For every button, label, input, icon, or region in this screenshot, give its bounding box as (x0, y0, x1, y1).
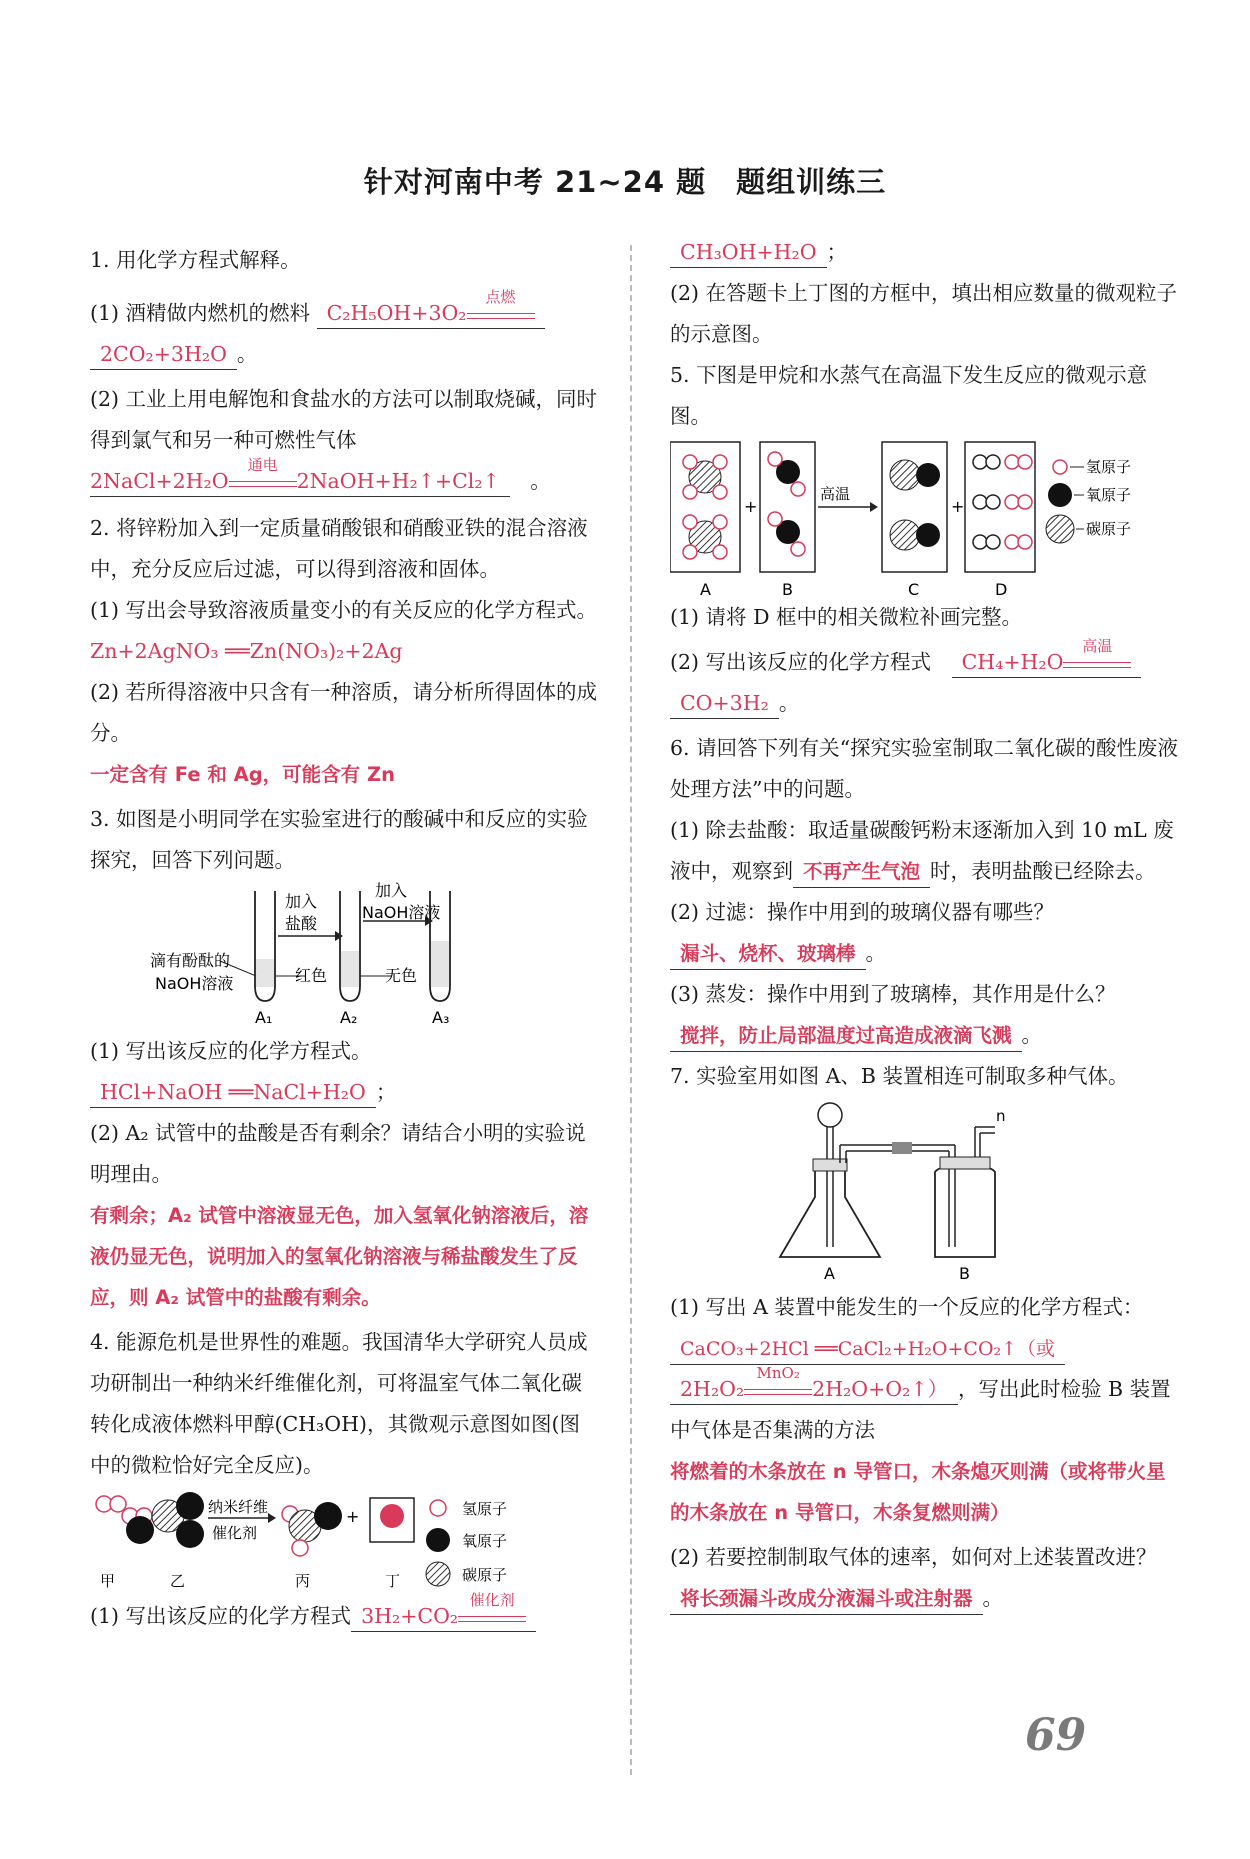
q6-part1-text-b: 时，表明盐酸已经除去。 (930, 859, 1156, 883)
q5-part2-cont: CO+3H₂ 。 (670, 683, 1180, 724)
q7-p1-condition: MnO₂ (756, 1363, 800, 1382)
right-column (670, 232, 1180, 1619)
q6-part2-answer-line: 漏斗、烧杯、玻璃棒 。 (670, 933, 1180, 974)
legend-hydrogen: 氢原子 (462, 1500, 508, 1518)
left-column (90, 240, 600, 1637)
q5-part1: (1) 请将 D 框中的相关微粒补画完整。 (670, 605, 1023, 629)
q4-part2: (2) 在答题卡上丁图的方框中，填出相应数量的微观粒子的示意图。 (670, 281, 1178, 346)
q1-p2-condition: 通电 (247, 455, 278, 474)
q1-part1-answer (317, 287, 545, 329)
red-label: 红色 (295, 966, 328, 985)
label-bing: 丙 (295, 1572, 311, 1590)
q1-part1 (90, 287, 600, 334)
q1-stem: 1. 用化学方程式解释。 (90, 248, 301, 272)
q6-stem: 6. 请回答下列有关“探究实验室制取二氧化碳的酸性废液处理方法”中的问题。 (670, 736, 1179, 801)
q7-part1-answer-line (670, 1328, 1180, 1369)
q4-p1-condition: 催化剂 (469, 1590, 515, 1609)
q3-part1-answer-line: HCl+NaOH ══NaCl+H₂O ； (90, 1072, 600, 1113)
q7-part1-answer-3: 将燃着的木条放在 n 导管口，木条熄灭则满（或将带火星的木条放在 n 导管口，木条复燃则满） (670, 1460, 1166, 1524)
q4-part1-cont: CH₃OH+H₂O ； (670, 232, 1180, 273)
q7-p1-ans2a: 2H₂O₂ (680, 1377, 745, 1401)
label-ding: 丁 (385, 1572, 401, 1590)
q6-part3-answer: 搅拌，防止局部温度过高造成液滴飞溅 (670, 1021, 1022, 1052)
tube-n-label: n (996, 1107, 1006, 1125)
add-naoh-label-2: NaOH溶液 (362, 903, 441, 922)
q1-p2-ans-b: 2NaOH+H₂↑+Cl₂↑ (296, 469, 500, 493)
reaction-arrow (1063, 636, 1131, 674)
q7-part1: (1) 写出 A 装置中能发生的一个反应的化学方程式： (670, 1295, 1144, 1319)
q2-part2-answer: 一定含有 Fe 和 Ag，可能含有 Zn (90, 763, 395, 786)
q7-stem: 7. 实验室用如图 A、B 装置相连可制取多种气体。 (670, 1064, 1129, 1088)
q6-part3: (3) 蒸发：操作中用到了玻璃棒，其作用是什么？ (670, 982, 1116, 1006)
q7-part1-text-b: ，写出此时检验 B 装置中气体是否集满的方法 (670, 1377, 1171, 1442)
q6-part1 (670, 810, 1180, 892)
q5-stem: 5. 下图是甲烷和水蒸气在高温下发生反应的微观示意图。 (670, 363, 1148, 428)
methanol-synthesis-diagram (90, 1486, 600, 1596)
q7-part1-answer: CaCO₃+2HCl ══CaCl₂+H₂O+CO₂↑（或 (670, 1334, 1065, 1365)
q5-part2 (670, 636, 1180, 683)
gas-apparatus-diagram (670, 1097, 1180, 1287)
q4-stem: 4. 能源危机是世界性的难题。我国清华大学研究人员成功研制出一种纳米纤维催化剂，可将温室气体二氧化碳转化成液体燃料甲醇(CH₃OH)，其微观示意图如图(图中的微粒恰好完全反应)。 (90, 1330, 588, 1477)
q2-part2: (2) 若所得溶液中只含有一种溶质，请分析所得固体的成分。 (90, 680, 598, 745)
q1-p1-condition: 点燃 (485, 287, 516, 306)
q5-p2-ans-a: CH₄+H₂O (961, 650, 1064, 674)
legend-carbon-5: 碳原子 (1086, 520, 1132, 538)
reaction-arrow (744, 1363, 812, 1401)
q3-part2-answer: 有剩余；A₂ 试管中溶液显无色，加入氢氧化钠溶液后，溶液仍显无色，说明加入的氢氧化钠溶液与稀盐酸发生了反应，则 A₂ 试管中的盐酸有剩余。 (90, 1204, 589, 1309)
svg-text:+: + (951, 497, 965, 516)
legend-carbon: 碳原子 (462, 1566, 508, 1584)
svg-text:+: + (346, 1507, 360, 1526)
q5-part2-answer (952, 636, 1142, 678)
legend-hydrogen-5: 氢原子 (1086, 458, 1132, 476)
q5-p2-condition: 高温 (1082, 636, 1113, 655)
reaction-arrow (229, 455, 297, 493)
reaction-arrow (467, 287, 535, 325)
methane-steam-diagram (670, 437, 1180, 597)
q6-part2-answer: 漏斗、烧杯、玻璃棒 (670, 939, 866, 970)
label-jia: 甲 (100, 1572, 116, 1590)
naoh-solution-label: NaOH溶液 (155, 974, 234, 993)
q4-part1-text: (1) 写出该反应的化学方程式 (90, 1604, 352, 1628)
q2-stem: 2. 将锌粉加入到一定质量硝酸银和硝酸亚铁的混合溶液中，充分反应后过滤，可以得到溶液和固体。 (90, 516, 588, 581)
q1-part1-text: (1) 酒精做内燃机的燃料 (90, 301, 311, 325)
box-d: D (995, 580, 1008, 597)
test-tube-diagram (90, 881, 600, 1031)
add-acid-label-2: 盐酸 (285, 914, 318, 933)
q6-part1-answer: 不再产生气泡 (793, 857, 930, 888)
tube-a1: A₁ (255, 1008, 273, 1027)
q1-part1-cont: 2CO₂+3H₂O 。 (90, 334, 600, 375)
page-title: 针对河南中考 21~24 题 题组训练三 (363, 165, 887, 199)
q2-part1: (1) 写出会导致溶液质量变小的有关反应的化学方程式。 (90, 598, 598, 622)
q7-part2-answer: 将长颈漏斗改成分液漏斗或注射器 (670, 1584, 983, 1615)
q3-part1-answer: HCl+NaOH ══NaCl+H₂O (90, 1077, 376, 1108)
q6-part1-text: (1) 除去盐酸：取适量碳酸钙粉末逐渐加入到 10 mL 废液中，观察到 (670, 818, 1174, 883)
q6-part2: (2) 过滤：操作中用到的玻璃仪器有哪些？ (670, 900, 1055, 924)
box-b: B (782, 580, 793, 597)
q7-part1-answer-2 (670, 1363, 958, 1405)
q7-part2: (2) 若要控制制取气体的速率，如何对上述装置改进？ (670, 1545, 1157, 1569)
q6-part3-answer-line: 搅拌，防止局部温度过高造成液滴飞溅 。 (670, 1015, 1180, 1056)
q4-p1-ans-a: 3H₂+CO₂ (361, 1604, 459, 1628)
column-divider (630, 245, 632, 1775)
q7-part2-answer-line: 将长颈漏斗改成分液漏斗或注射器 。 (670, 1578, 1180, 1619)
reaction-arrow (458, 1590, 526, 1628)
q1-part2: (2) 工业上用电解饱和食盐水的方法可以制取烧碱，同时得到氯气和另一种可燃性气体 (90, 387, 598, 452)
q3-stem: 3. 如图是小明同学在实验室进行的酸碱中和反应的实验探究，回答下列问题。 (90, 807, 588, 872)
q4-molecule-figure (90, 1486, 600, 1596)
tube-a2: A₂ (340, 1008, 358, 1027)
q3-test-tube-figure (90, 881, 600, 1031)
q7-part1-answer-line2 (670, 1363, 1180, 1451)
catalyst-label-2: 催化剂 (212, 1524, 258, 1542)
q7-apparatus-figure (670, 1097, 1180, 1287)
legend-oxygen: 氧原子 (462, 1532, 508, 1550)
colorless-label: 无色 (385, 966, 418, 985)
catalyst-label: 纳米纤维 (208, 1498, 269, 1516)
phenolphthalein-label: 滴有酚酞的 (150, 951, 231, 970)
add-naoh-label: 加入 (375, 881, 408, 900)
q4-part1-answer (351, 1590, 536, 1632)
apparatus-a: A (824, 1264, 835, 1283)
q1-p2-ans-a: 2NaCl+2H₂O (90, 469, 229, 493)
q5-p2-ans-b: CO+3H₂ (670, 688, 779, 719)
tube-a3: A₃ (432, 1008, 450, 1027)
apparatus-b: B (959, 1264, 970, 1283)
q5-part2-text: (2) 写出该反应的化学方程式 (670, 650, 932, 674)
q4-part1 (90, 1590, 600, 1637)
q7-p1-ans2b: 2H₂O+O₂↑） (812, 1377, 948, 1401)
legend-oxygen-5: 氧原子 (1086, 486, 1132, 504)
q3-part2: (2) A₂ 试管中的盐酸是否有剩余？请结合小明的实验说明理由。 (90, 1121, 586, 1186)
q3-part1: (1) 写出该反应的化学方程式。 (90, 1039, 372, 1063)
box-c: C (908, 580, 920, 597)
box-a: A (700, 580, 711, 597)
q1-p1-ans-b: 2CO₂+3H₂O (90, 339, 237, 370)
page-number: 69 (1025, 1710, 1087, 1761)
q5-molecule-figure (670, 437, 1180, 597)
q4-p1-ans-b: CH₃OH+H₂O (670, 237, 827, 268)
q1-part2-answer: 2NaCl+2H₂O 通电 2NaOH+H₂↑+Cl₂↑ 。 (90, 461, 600, 502)
q2-part1-answer: Zn+2AgNO₃ ══Zn(NO₃)₂+2Ag (90, 639, 403, 663)
high-temp-label: 高温 (820, 485, 851, 503)
add-acid-label: 加入 (285, 892, 318, 911)
q1-p1-ans-a: C₂H₅OH+3O₂ (326, 301, 467, 325)
label-yi: 乙 (170, 1572, 186, 1590)
svg-text:+: + (744, 497, 758, 516)
